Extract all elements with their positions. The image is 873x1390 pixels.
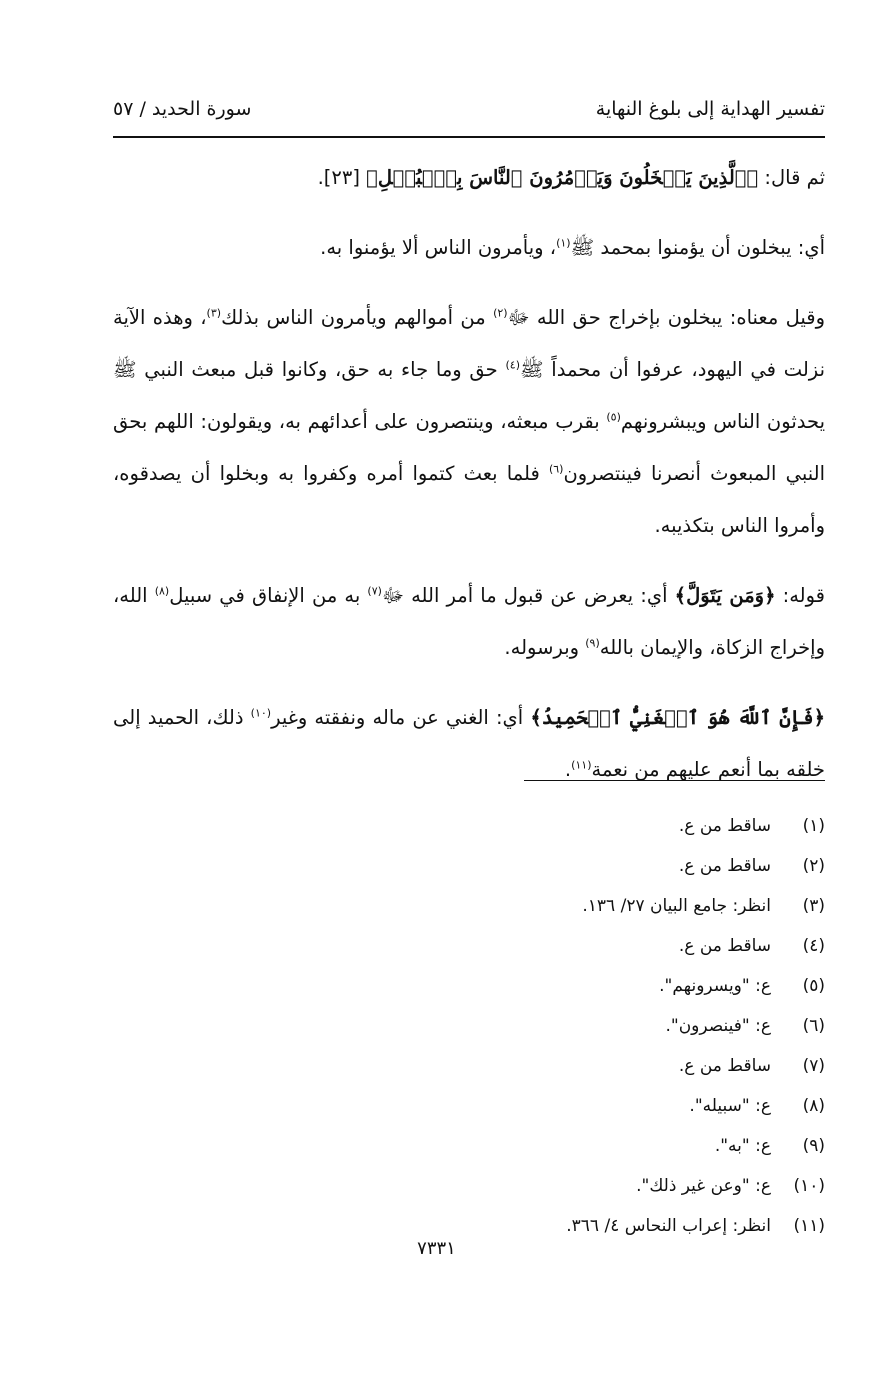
footnote-number: (٧): [802, 1056, 825, 1076]
footnote: [113, 1046, 825, 1086]
footnote: [113, 1086, 825, 1126]
paragraph: [113, 152, 825, 204]
footnote-text: ساقط من ع.: [678, 856, 771, 876]
footnote-text: انظر: إعراب النحاس ٤/ ٣٦٦.: [566, 1216, 771, 1236]
text-segment: وبرسوله.: [504, 636, 586, 659]
footnote: [113, 886, 825, 926]
quran-verse: ﴿وَمَن يَتَوَلَّ﴾: [674, 584, 776, 607]
text-segment: ، ويأمرون الناس ألا يؤمنوا به.: [320, 236, 557, 259]
header-divider: [113, 136, 825, 138]
text-segment: ذلك، الحميد إلى خلقه بما أنعم عليهم من نعمة: [113, 706, 825, 781]
quran-verse: ﴿ٱلَّذِينَ يَبۡخَلُونَ وَيَأۡمُرُونَ ٱلنَّاسَ بِٱلۡبُخۡلِ﴾: [366, 166, 759, 189]
text-segment: ثم قال:: [758, 166, 825, 189]
footnote: [113, 1006, 825, 1046]
footnote-marker: (٥): [606, 410, 621, 424]
footnote: [113, 806, 825, 846]
text-segment: أي: الغني عن ماله ونفقته وغير: [271, 706, 531, 729]
footnote-text: انظر: جامع البيان ٢٧/ ١٣٦.: [582, 896, 771, 916]
footnote-text: ساقط من ع.: [678, 816, 771, 836]
footnote-text: ع: "فينصرون".: [665, 1016, 771, 1036]
footnotes-list: [113, 806, 825, 1246]
footnote-text: ساقط من ع.: [678, 1056, 771, 1076]
footnote: [113, 926, 825, 966]
text-segment: أي: يعرض عن قبول ما أمر الله ﷻ: [381, 584, 675, 607]
footnote-number: (٦): [802, 1016, 825, 1036]
surah-page-label: سورة الحديد / ٥٧: [113, 98, 252, 120]
running-header: [113, 92, 825, 134]
page-number: ٧٣٣١: [417, 1238, 456, 1259]
footnote-marker: (٦): [548, 462, 564, 476]
footnote-text: ع: "سبيله".: [689, 1096, 771, 1116]
text-segment: .: [564, 758, 572, 781]
footnote: [113, 1126, 825, 1166]
paragraph: [113, 222, 825, 274]
text-segment: قوله:: [775, 584, 825, 607]
text-segment: أي: يبخلون أن يؤمنوا بمحمد ﷺ: [570, 236, 825, 259]
text-segment: وقيل معناه: يبخلون بإخراج حق الله ﷻ: [507, 306, 825, 329]
footnote-number: (٢): [802, 856, 825, 876]
footnote: [113, 966, 825, 1006]
footnote-number: (٨): [802, 1096, 825, 1116]
footnote-number: (١١): [793, 1216, 825, 1236]
quran-verse: ﴿فَإِنَّ ٱللَّهَ هُوَ ٱلۡغَنِيُّ ٱلۡحَمِيدُ﴾: [530, 706, 826, 729]
footnote: [113, 846, 825, 886]
text-segment: [٢٣].: [317, 166, 367, 189]
footnote: [113, 1166, 825, 1206]
footnote-marker: (١١): [571, 758, 592, 772]
footnote-number: (١): [802, 816, 825, 836]
book-title: تفسير الهداية إلى بلوغ النهاية: [595, 98, 825, 120]
footnote-marker: (٣): [206, 306, 222, 320]
footnote-text: ساقط من ع.: [678, 936, 771, 956]
text-segment: به من الإنفاق في سبيل: [169, 584, 368, 607]
footnote-text: ع: "ويسرونهم".: [659, 976, 771, 996]
footnote-number: (٤): [802, 936, 825, 956]
text-segment: فلما بعث كتموا أمره وكفروا به وبخلوا أن يصدقوه، وأمروا الناس بتكذيبه.: [113, 462, 825, 537]
footnote-marker: (٢): [493, 306, 508, 320]
footnote-marker: (١٠): [250, 706, 272, 720]
footnote-marker: (١): [556, 236, 571, 250]
footnote-text: ع: "به".: [714, 1136, 771, 1156]
paragraph: [113, 292, 825, 552]
main-text: [113, 152, 825, 796]
text-segment: ، وهذه الآية نزلت في اليهود، عرفوا أن محمداً ﷺ: [113, 306, 825, 381]
footnote-number: (١٠): [793, 1176, 825, 1196]
text-segment: من أموالهم ويأمرون الناس بذلك: [221, 306, 494, 329]
footnote-marker: (٧): [367, 584, 382, 598]
footnote-text: ع: "وعن غير ذلك".: [636, 1176, 771, 1196]
text-segment: بقرب مبعثه، وينتصرون على أعدائهم به، ويقولون: اللهم بحق النبي المبعوث أنصرنا فينتصرون: [113, 410, 825, 485]
footnote-number: (٥): [802, 976, 825, 996]
footnote-marker: (٨): [154, 584, 170, 598]
text-segment: حق وما جاء به حق، وكانوا قبل مبعث النبي ﷺ يحدثون الناس ويبشرونهم: [113, 358, 826, 433]
footnote-number: (٣): [802, 896, 825, 916]
text-segment: الله، وإخراج الزكاة، والإيمان بالله: [113, 584, 825, 659]
footnote-marker: (٤): [505, 358, 520, 372]
footnote-divider: [524, 780, 825, 781]
footnote-marker: (٩): [585, 636, 600, 650]
footnote-number: (٩): [802, 1136, 825, 1156]
paragraph: [113, 570, 825, 674]
